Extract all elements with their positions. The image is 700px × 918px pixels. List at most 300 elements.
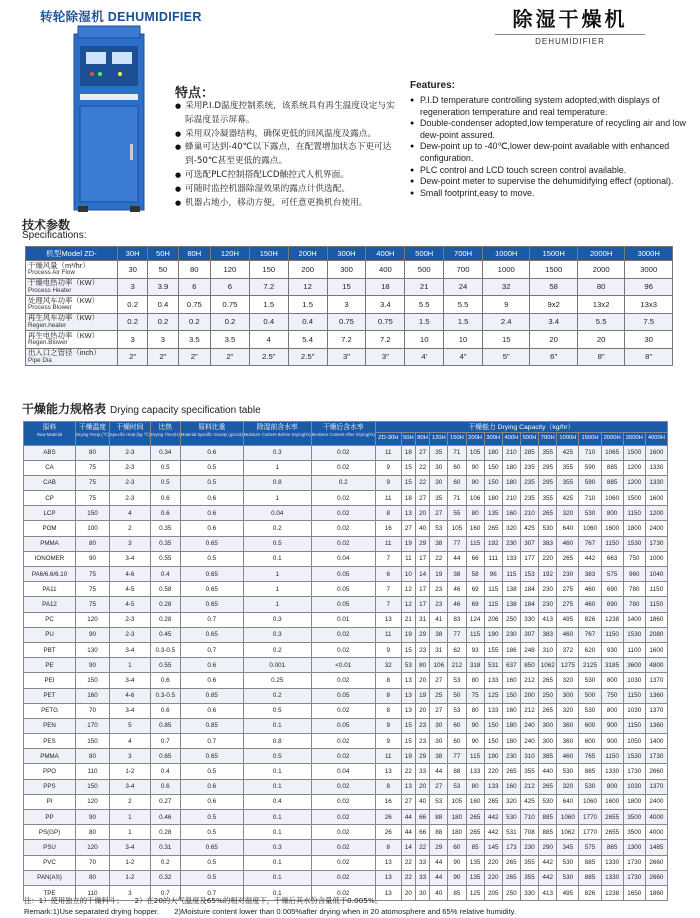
drying-value-cell: 0.7 <box>180 612 243 627</box>
drying-value-cell: 0.02 <box>311 536 375 551</box>
drying-value-cell: 1400 <box>645 734 667 749</box>
drying-value-cell: 345 <box>557 840 579 855</box>
drying-header-en: Material Specific Gravity (g/cm3) <box>180 431 243 437</box>
drying-value-cell: 0.6 <box>180 521 243 536</box>
drying-value-cell: 355 <box>520 870 538 885</box>
drying-value-cell: 1500 <box>623 445 645 460</box>
drying-title-en: Drying capacity specification table <box>110 405 261 416</box>
drying-value-cell: 0.2 <box>150 855 180 870</box>
drying-value-cell: 115 <box>502 567 520 582</box>
drying-material-cell: PC <box>24 612 76 627</box>
drying-value-cell: 16 <box>375 521 401 536</box>
drying-value-cell: 60 <box>448 734 466 749</box>
drying-value-cell: 40 <box>416 794 430 809</box>
drying-row <box>24 506 668 521</box>
drying-value-cell: 1040 <box>645 567 667 582</box>
drying-value-cell: 3 <box>109 749 150 764</box>
specs-value-cell: 2000 <box>577 261 624 279</box>
drying-value-cell: 75 <box>76 582 110 597</box>
drying-material-cell: CAB <box>24 475 76 490</box>
drying-value-cell: 29 <box>416 627 430 642</box>
drying-row <box>24 551 668 566</box>
specs-value-cell: 6" <box>530 348 577 366</box>
drying-value-cell: 0.2 <box>243 688 311 703</box>
specs-row-label <box>26 348 118 366</box>
drying-value-cell: 0.31 <box>150 840 180 855</box>
specs-row <box>26 331 673 349</box>
drying-value-cell: 265 <box>502 855 520 870</box>
drying-value-cell: 19 <box>430 567 448 582</box>
drying-value-cell: 530 <box>579 779 601 794</box>
drying-value-cell: 13 <box>375 855 401 870</box>
drying-value-cell: 133 <box>484 703 502 718</box>
drying-value-cell: 13 <box>375 885 401 900</box>
drying-value-cell: 38 <box>430 536 448 551</box>
drying-value-cell: 442 <box>539 870 557 885</box>
drying-value-cell: 0.5 <box>180 551 243 566</box>
drying-value-cell: 1030 <box>623 673 645 688</box>
drying-value-cell: 0.55 <box>150 658 180 673</box>
drying-value-cell: 75 <box>76 475 110 490</box>
drying-value-cell: 19 <box>416 688 430 703</box>
drying-material-cell: PEN <box>24 718 76 733</box>
drying-value-cell: 180 <box>448 810 466 825</box>
drying-value-cell: 2-3 <box>109 612 150 627</box>
drying-value-cell: 15 <box>401 718 415 733</box>
drying-material-cell: POM <box>24 521 76 536</box>
drying-value-cell: 55 <box>448 506 466 521</box>
specs-model-header: 机型Model ZD- <box>26 247 118 261</box>
specs-label-cn: 出入口之管径（inch） <box>28 348 101 358</box>
drying-value-cell: 1485 <box>645 840 667 855</box>
specs-value-cell: 5.5 <box>577 313 624 331</box>
drying-value-cell: 90 <box>76 551 110 566</box>
drying-header-en: Moisture Content Before Drying(%) <box>243 431 311 437</box>
drying-value-cell: 850 <box>520 658 538 673</box>
drying-value-cell: 66 <box>466 551 484 566</box>
specs-value-cell: 0.2 <box>118 313 148 331</box>
drying-value-cell: 640 <box>557 794 579 809</box>
drying-value-cell: 19 <box>401 627 415 642</box>
specs-label-cn: 处理风车功率（KW） <box>28 295 100 305</box>
drying-value-cell: 265 <box>466 810 484 825</box>
drying-value-cell: 320 <box>557 673 579 688</box>
drying-value-cell: 640 <box>557 521 579 536</box>
drying-value-cell: 530 <box>539 794 557 809</box>
drying-value-cell: 230 <box>502 536 520 551</box>
drying-value-cell: 1800 <box>623 521 645 536</box>
feature-cn-item: ● 机器占地小，移动方便，可任意更换机台使用。 <box>175 197 400 211</box>
specs-label-cn: 干燥电热功率（KW） <box>28 278 100 288</box>
feature-en-item: ● P.I.D temperature controlling system adopted,with displays of regeneration temperature and real temperature. <box>410 95 695 118</box>
specs-value-cell: 6 <box>210 278 249 296</box>
drying-value-cell: 70 <box>76 703 110 718</box>
drying-value-cell: 0.04 <box>243 506 311 521</box>
specs-value-cell: 3 <box>148 331 178 349</box>
drying-material-cell: PBT <box>24 642 76 657</box>
drying-value-cell: 4 <box>109 734 150 749</box>
specs-value-cell: 3" <box>327 348 366 366</box>
drying-value-cell: 1360 <box>645 718 667 733</box>
drying-value-cell: 32 <box>375 658 401 673</box>
drying-material-cell: PA12 <box>24 597 76 612</box>
specs-value-cell: 96 <box>625 278 673 296</box>
drying-material-cell: PMMA <box>24 749 76 764</box>
drying-value-cell: 90 <box>466 475 484 490</box>
features-cn-list <box>175 100 400 210</box>
drying-value-cell: 184 <box>520 582 538 597</box>
feature-en-item: ● Dew-point up to -40℃,lower dew-point available with enhanced configuration. <box>410 141 695 164</box>
drying-value-cell: 708 <box>520 825 538 840</box>
specs-value-cell: 120 <box>210 261 249 279</box>
drying-value-cell: 71 <box>448 491 466 506</box>
drying-value-cell: 23 <box>416 718 430 733</box>
drying-value-cell: 0.3 <box>243 612 311 627</box>
drying-value-cell: 40 <box>416 521 430 536</box>
drying-value-cell: 75 <box>76 567 110 582</box>
drying-value-cell: 3600 <box>623 658 645 673</box>
drying-value-cell: 530 <box>557 855 579 870</box>
drying-material-cell: PP <box>24 810 76 825</box>
drying-value-cell: 184 <box>520 597 538 612</box>
drying-value-cell: 1150 <box>645 597 667 612</box>
specs-value-cell: 500 <box>405 261 444 279</box>
drying-value-cell: 1 <box>109 825 150 840</box>
drying-value-cell: 265 <box>539 779 557 794</box>
drying-row <box>24 870 668 885</box>
drying-header-cn: 干燥温度 <box>78 424 107 431</box>
feature-cn-item: ● 采用双冷凝器结构，确保更低的回风温度及露点。 <box>175 128 400 142</box>
drying-value-cell: 885 <box>579 870 601 885</box>
drying-value-cell: 0.7 <box>150 734 180 749</box>
drying-value-cell: 750 <box>601 688 623 703</box>
drying-row <box>24 749 668 764</box>
drying-value-cell: 900 <box>601 718 623 733</box>
drying-value-cell: 20 <box>416 506 430 521</box>
drying-value-cell: 120 <box>76 612 110 627</box>
drying-value-cell: 0.02 <box>311 810 375 825</box>
drying-value-cell: 320 <box>557 506 579 521</box>
drying-value-cell: 4-5 <box>109 582 150 597</box>
drying-value-cell: 530 <box>579 703 601 718</box>
specs-value-cell: 3.4 <box>530 313 577 331</box>
drying-row <box>24 521 668 536</box>
drying-value-cell: 590 <box>579 475 601 490</box>
specs-row-label <box>26 278 118 296</box>
specs-value-cell: 2" <box>118 348 148 366</box>
drying-value-cell: 2080 <box>645 627 667 642</box>
drying-value-cell: 310 <box>539 642 557 657</box>
drying-value-cell: 205 <box>484 885 502 900</box>
drying-capacity-col: 1000H <box>557 432 579 445</box>
specs-value-cell: 20 <box>530 331 577 349</box>
drying-value-cell: 265 <box>539 506 557 521</box>
drying-value-cell: 275 <box>557 582 579 597</box>
drying-value-cell: 138 <box>502 597 520 612</box>
drying-value-cell: 160 <box>502 506 520 521</box>
drying-value-cell: 1150 <box>623 506 645 521</box>
drying-value-cell: 2660 <box>645 764 667 779</box>
drying-value-cell: 2 <box>109 794 150 809</box>
specs-value-cell: 80 <box>178 261 210 279</box>
drying-value-cell: 1060 <box>557 810 579 825</box>
drying-value-cell: 1730 <box>645 536 667 551</box>
drying-value-cell: 3-4 <box>109 840 150 855</box>
drying-value-cell: 2655 <box>601 825 623 840</box>
drying-capacity-table <box>23 421 668 901</box>
drying-capacity-col: ZD-30H <box>375 432 401 445</box>
drying-value-cell: 35 <box>430 445 448 460</box>
drying-value-cell: 0.8 <box>243 475 311 490</box>
drying-row <box>24 825 668 840</box>
specs-model-cell: 2000H <box>577 247 624 261</box>
drying-material-cell: PAN(AS) <box>24 870 76 885</box>
drying-value-cell: 153 <box>520 567 538 582</box>
drying-value-cell: 0.65 <box>150 749 180 764</box>
drying-value-cell: 0.65 <box>180 597 243 612</box>
drying-header-cell <box>243 422 311 446</box>
drying-value-cell: 15 <box>401 734 415 749</box>
drying-value-cell: 265 <box>484 521 502 536</box>
drying-value-cell: 383 <box>539 536 557 551</box>
drying-value-cell: 460 <box>557 627 579 642</box>
drying-value-cell: 265 <box>484 794 502 809</box>
drying-value-cell: 780 <box>623 597 645 612</box>
drying-value-cell: 0.65 <box>180 749 243 764</box>
drying-value-cell: 0.5 <box>150 460 180 475</box>
drying-value-cell: 53 <box>448 779 466 794</box>
drying-value-cell: 295 <box>539 475 557 490</box>
drying-value-cell: 0.3 <box>243 445 311 460</box>
drying-value-cell: 80 <box>466 703 484 718</box>
specs-value-cell: 15 <box>483 331 530 349</box>
drying-value-cell: 90 <box>466 718 484 733</box>
drying-value-cell: 0.02 <box>311 460 375 475</box>
specs-value-cell: 5.5 <box>405 296 444 314</box>
specs-value-cell: 0.2 <box>178 313 210 331</box>
drying-value-cell: 355 <box>557 475 579 490</box>
drying-value-cell: 44 <box>430 870 448 885</box>
drying-value-cell: 23 <box>430 582 448 597</box>
drying-value-cell: 0.6 <box>150 673 180 688</box>
drying-value-cell: 135 <box>466 870 484 885</box>
drying-value-cell: <0.01 <box>311 658 375 673</box>
drying-value-cell: 1730 <box>623 764 645 779</box>
drying-value-cell: 530 <box>502 810 520 825</box>
drying-value-cell: 58 <box>466 567 484 582</box>
drying-value-cell: 15 <box>401 460 415 475</box>
drying-value-cell: 180 <box>502 718 520 733</box>
drying-capacity-col: 120H <box>430 432 448 445</box>
drying-value-cell: 0.02 <box>311 491 375 506</box>
drying-value-cell: 200 <box>520 688 538 703</box>
drying-value-cell: 27 <box>430 703 448 718</box>
drying-value-cell: 0.1 <box>243 885 311 900</box>
specs-value-cell: 0.4 <box>148 296 178 314</box>
specs-value-cell: 18 <box>366 278 405 296</box>
drying-value-cell: 23 <box>416 734 430 749</box>
drying-value-cell: 0.6 <box>180 794 243 809</box>
specs-value-cell: 5.4 <box>288 331 327 349</box>
drying-row <box>24 734 668 749</box>
drying-value-cell: 8 <box>375 688 401 703</box>
drying-value-cell: 0.05 <box>311 567 375 582</box>
drying-value-cell: 180 <box>502 734 520 749</box>
drying-value-cell: 27 <box>401 521 415 536</box>
drying-value-cell: 15 <box>401 475 415 490</box>
feature-cn-item: ● 可选配PLC控制搭配LCD触控式人机界面。 <box>175 169 400 183</box>
drying-value-cell: 11 <box>375 536 401 551</box>
specs-model-cell: 50H <box>148 247 178 261</box>
drying-value-cell: 0.02 <box>311 627 375 642</box>
specs-value-cell: 3 <box>118 331 148 349</box>
drying-material-cell: PU <box>24 627 76 642</box>
drying-value-cell: 0.55 <box>150 551 180 566</box>
drying-value-cell: 355 <box>520 855 538 870</box>
drying-value-cell: 155 <box>484 642 502 657</box>
specs-value-cell: 1.5 <box>249 296 288 314</box>
drying-value-cell: 105 <box>448 521 466 536</box>
specs-value-cell: 1000 <box>483 261 530 279</box>
drying-value-cell: 66 <box>416 825 430 840</box>
drying-value-cell: 1030 <box>623 703 645 718</box>
drying-value-cell: 0.04 <box>311 551 375 566</box>
drying-value-cell: 0.2 <box>243 521 311 536</box>
drying-value-cell: 80 <box>466 779 484 794</box>
drying-value-cell: 13 <box>401 779 415 794</box>
drying-value-cell: 1200 <box>623 475 645 490</box>
drying-value-cell: 20 <box>416 703 430 718</box>
drying-value-cell: 0.1 <box>243 764 311 779</box>
drying-value-cell: 355 <box>539 491 557 506</box>
drying-value-cell: 46 <box>448 597 466 612</box>
drying-value-cell: 80 <box>76 536 110 551</box>
drying-value-cell: 1600 <box>645 491 667 506</box>
specs-value-cell: 5.5 <box>444 296 483 314</box>
drying-value-cell: 0.02 <box>311 855 375 870</box>
drying-header-cn: 干燥后含水率 <box>322 424 364 431</box>
drying-value-cell: 150 <box>76 673 110 688</box>
drying-row <box>24 627 668 642</box>
specs-label-en: Regen.heater <box>28 321 67 329</box>
specs-label-en: Process Heater <box>28 286 72 294</box>
drying-value-cell: 1150 <box>601 627 623 642</box>
drying-value-cell: 413 <box>539 885 557 900</box>
drying-value-cell: 495 <box>557 885 579 900</box>
drying-value-cell: 0.6 <box>150 491 180 506</box>
drying-value-cell: 0.02 <box>311 734 375 749</box>
drying-value-cell: 30 <box>416 885 430 900</box>
drying-value-cell: 300 <box>539 718 557 733</box>
drying-value-cell: 0.7 <box>180 642 243 657</box>
drying-header-en: Drying Temp.(℃) <box>76 431 109 437</box>
drying-value-cell: 30 <box>430 718 448 733</box>
drying-value-cell: 530 <box>579 506 601 521</box>
drying-value-cell: 14 <box>416 567 430 582</box>
specs-label-en: Process Blower <box>28 304 72 312</box>
drying-value-cell: 212 <box>520 779 538 794</box>
drying-value-cell: 29 <box>416 749 430 764</box>
drying-value-cell: 30 <box>430 475 448 490</box>
specs-row <box>26 313 673 331</box>
drying-value-cell: 372 <box>557 642 579 657</box>
feature-cn-item: ● 可随时监控机器除湿效果的露点计供选配。 <box>175 183 400 197</box>
drying-value-cell: 1 <box>109 810 150 825</box>
specs-value-cell: 3 <box>327 296 366 314</box>
drying-value-cell: 88 <box>430 810 448 825</box>
drying-value-cell: 930 <box>601 642 623 657</box>
drying-value-cell: 11 <box>375 445 401 460</box>
drying-value-cell: 0.45 <box>150 627 180 642</box>
specs-value-cell: 3.4 <box>366 296 405 314</box>
drying-value-cell: 4-5 <box>109 597 150 612</box>
drying-value-cell: 0.58 <box>150 582 180 597</box>
drying-value-cell: 442 <box>579 551 601 566</box>
drying-value-cell: 780 <box>623 582 645 597</box>
drying-value-cell: 1400 <box>623 612 645 627</box>
drying-value-cell: 23 <box>416 642 430 657</box>
drying-value-cell: 4-6 <box>109 688 150 703</box>
drying-value-cell: 1500 <box>623 491 645 506</box>
drying-value-cell: 90 <box>448 870 466 885</box>
drying-value-cell: 590 <box>579 460 601 475</box>
drying-value-cell: 1800 <box>623 794 645 809</box>
drying-row <box>24 718 668 733</box>
drying-value-cell: 29 <box>430 840 448 855</box>
specs-value-cell: 2.5" <box>288 348 327 366</box>
drying-value-cell: 80 <box>76 870 110 885</box>
drying-material-cell: PSU <box>24 840 76 855</box>
drying-value-cell: 41 <box>430 612 448 627</box>
drying-value-cell: 800 <box>601 506 623 521</box>
feature-en-item: ● PLC control and LCD touch screen control available. <box>410 165 695 177</box>
drying-value-cell: 0.35 <box>150 536 180 551</box>
header-right-subtitle: DEHUMIDIFIER <box>495 34 645 46</box>
drying-value-cell: 29 <box>416 536 430 551</box>
drying-value-cell: 18 <box>401 445 415 460</box>
drying-capacity-col: 3000H <box>623 432 645 445</box>
drying-value-cell: 1200 <box>623 460 645 475</box>
drying-material-cell: TPE <box>24 885 76 900</box>
drying-value-cell: 750 <box>623 551 645 566</box>
specs-title: 技术参数 <box>22 218 71 232</box>
drying-value-cell: 53 <box>448 673 466 688</box>
drying-value-cell: 265 <box>502 870 520 885</box>
drying-value-cell: 355 <box>539 445 557 460</box>
drying-value-cell: 22 <box>416 475 430 490</box>
drying-value-cell: 130 <box>76 642 110 657</box>
drying-value-cell: 885 <box>579 764 601 779</box>
drying-capacity-col: 2000H <box>601 432 623 445</box>
feature-cn-item: ● 蜂巢可达到-40℃以下露点，在配置增加状态下更可达到-50℃甚至更低的露点。 <box>175 141 400 169</box>
specs-label-cn: 再生风车功率（KW） <box>28 313 100 323</box>
drying-value-cell: 33 <box>416 855 430 870</box>
drying-value-cell: 13 <box>375 764 401 779</box>
features-en-list <box>410 95 695 199</box>
drying-value-cell: 31 <box>416 612 430 627</box>
drying-value-cell: 0.05 <box>311 688 375 703</box>
feature-en-item: ● Dew-point meter to supervise the dehumidifying effecf (optional). <box>410 176 695 188</box>
drying-value-cell: 0.001 <box>243 658 311 673</box>
drying-value-cell: 0.02 <box>311 885 375 900</box>
drying-value-cell: 90 <box>76 658 110 673</box>
drying-value-cell: 1770 <box>579 810 601 825</box>
drying-value-cell: 690 <box>601 597 623 612</box>
drying-value-cell: 90 <box>76 627 110 642</box>
drying-value-cell: 800 <box>601 779 623 794</box>
drying-value-cell: 530 <box>539 521 557 536</box>
drying-value-cell: 360 <box>557 718 579 733</box>
